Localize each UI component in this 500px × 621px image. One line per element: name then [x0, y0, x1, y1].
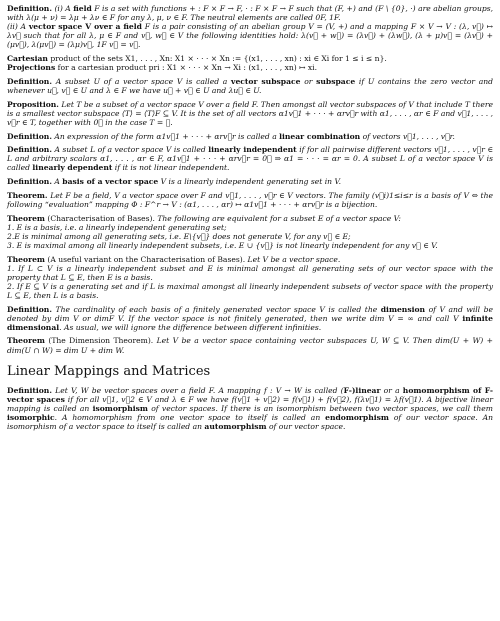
block-cartesian: [7, 54, 493, 72]
defined-term: linearly dependent: [32, 163, 113, 173]
text-run: A subset L of a vector space V is called: [54, 145, 209, 155]
block-label: Proposition.: [7, 99, 59, 109]
definitions-list: [7, 4, 493, 355]
block-thm-charbases: [7, 214, 493, 250]
paragraph: [7, 223, 493, 232]
defined-term: field: [73, 4, 92, 13]
text-run: if it is not linear independent.: [112, 163, 230, 173]
text-run: Let F be a field, V a vector space over F and v⃗1, . . . , v⃗r ∈ V vectors. The family (v⃗i)1≤i≤r is a basis of V ⇔ the following “evaluation” mapping Φ : F^r → V : (α1, . . . , αr) ↦ α1v⃗1 + · · · + αrv⃗r is a bijection.: [7, 190, 493, 209]
defined-term: Projections: [7, 63, 56, 73]
defined-term: linearly independent: [208, 145, 297, 155]
text-run: . A homomorphism from one vector space to itself is called an: [54, 412, 326, 422]
block-def-linindep: [7, 145, 493, 172]
block-label: Theorem.: [7, 190, 48, 200]
text-run: if for all v⃗1, v⃗2 ∈ V and λ ∈ F we have f(v⃗1 + v⃗2) = f(v⃗1) + f(v⃗2), f(λv⃗1) = λf(v⃗1). A bijective linear mapping is called an: [7, 394, 493, 413]
paragraph: [7, 336, 493, 354]
paragraph: [7, 177, 493, 186]
defined-term: isomorphism: [92, 403, 148, 413]
defined-term: Cartesian: [7, 54, 48, 64]
block-label: Definition.: [7, 177, 52, 187]
block-label: Definition.: [7, 4, 52, 13]
defined-term: vector subspace: [231, 76, 301, 86]
block-def-field: [7, 4, 493, 49]
defined-term: basis of a vector space: [62, 177, 159, 187]
defined-term: endomorphism: [325, 412, 389, 422]
defined-term: F-)linear: [343, 385, 381, 395]
text-run: A: [54, 177, 63, 187]
paragraph: [7, 145, 493, 172]
text-run: F is a pair consisting of an abelian group V = (V, +) and a mapping F × V → V : (λ, v⃗) ↦ λv⃗ such that for all λ, μ ∈ F and v⃗, w⃗ ∈ V the following identities hold: λ(v⃗ + w⃗) = (λv⃗) + (λw⃗), (λ + μ)v⃗ = (λv⃗) + (μv⃗), λ(μv⃗) = (λμ)v⃗, 1F v⃗ = v⃗.: [7, 22, 493, 50]
block-def-dimension: [7, 305, 493, 332]
defined-term: vector space V over a field: [28, 22, 142, 32]
block-label: Theorem: [7, 213, 45, 223]
text-run: F is a set with functions + : F × F → F, · : F × F → F such that (F, +) and (F \ {0}, ·) are abelian groups, with λ(μ + ν) = λμ + λν ∈ F for any λ, μ, ν ∈ F. The neutral elements are called 0F, 1F.: [7, 4, 494, 23]
block-label: Definition.: [7, 145, 52, 155]
paragraph: [7, 241, 493, 250]
text-run: for a cartesian product pri : X1 × · · · × Xn → Xi : (x1, . . . , xn) ↦ xi.: [55, 63, 318, 73]
paragraph: [7, 63, 493, 72]
block-def-lincomb: [7, 132, 493, 141]
text-run: of our vector space.: [266, 422, 346, 431]
text-run: product of the sets X1, . . . , Xn: X1 × · · · × Xn := {(x1, . . . , xn) : xi ∈ Xi for 1 ≤ i ≤ n}.: [47, 54, 387, 64]
paragraph: [7, 22, 493, 49]
block-label: Definition.: [7, 131, 52, 141]
text-run: (ii) A: [7, 22, 29, 32]
block-label: Theorem: [7, 254, 45, 264]
text-run: if for all pairwise different vectors v⃗1, . . . , v⃗r ∈ L and arbitrary scalars α1, . . . , αr ∈ F, α1v⃗1 + · · · + αrv⃗r = 0⃗ ⇒ α1 = · · · = αr = 0. A subset L of a vector space V is called: [7, 145, 493, 173]
paragraph: [7, 255, 493, 264]
paragraph: [7, 132, 493, 141]
paragraph: [7, 4, 493, 22]
text-run: or a: [380, 385, 403, 395]
paragraph: [7, 386, 493, 431]
block-def-basis: [7, 177, 493, 186]
defined-term: dimension: [380, 304, 426, 314]
paragraph: [7, 264, 493, 282]
paragraph: [7, 282, 493, 300]
block-label: Definition.: [7, 304, 52, 314]
block-label-note: (Characterisation of Bases).: [47, 213, 155, 223]
text-run: or: [300, 76, 317, 86]
paragraph: [7, 214, 493, 223]
block-def-subspace: [7, 77, 493, 95]
text-run: of vectors v⃗1, . . . , v⃗r.: [360, 131, 455, 141]
block-def-linearmap: [7, 386, 493, 431]
block-label: Theorem: [7, 336, 45, 346]
text-run: of our vector space. An isomorphism of a vector space to itself is called an: [7, 412, 493, 431]
paragraph: [7, 54, 493, 63]
text-run: 2.E is minimal among all generating sets, i.e. E\{v⃗} does not generate V, for any v⃗ ∈ E;: [7, 231, 351, 241]
text-run: Let V, W be vector spaces over a field F. A mapping f : V → W is called (: [55, 385, 344, 395]
block-label-note: (A useful variant on the Characterisation of Bases).: [47, 254, 246, 264]
text-run: 1. If L ⊂ V is a linearly independent subset and E is minimal amongst all generating sets of our vector space with the property that L ⊆ E, then E is a basis.: [7, 263, 493, 282]
text-run: V is a linearly independent generating set in V.: [158, 177, 342, 187]
text-run: 1. E is a basis, i.e. a linearly independent generating set;: [7, 222, 227, 232]
defined-term: subspace: [316, 76, 356, 86]
paragraph: [7, 77, 493, 95]
defined-term: automorphism: [204, 422, 267, 431]
defined-term: linear combination: [279, 131, 361, 141]
block-prop-span: [7, 100, 493, 127]
text-run: 3. E is maximal among all linearly independent subsets, i.e. E ∪ {v⃗} is not linearly independent for any v⃗ ∈ V.: [7, 240, 438, 250]
block-thm-variant: [7, 255, 493, 300]
text-run: (i) A: [54, 4, 74, 13]
block-thm-eval: [7, 191, 493, 209]
text-run: of V and will be denoted by dim V or dimF V. If the vector space is not finitely generated, then we write dim V = ∞ and call V: [7, 304, 493, 323]
paragraph: [7, 100, 493, 127]
defined-term: homomorphism of F-vector spaces: [7, 385, 493, 404]
text-run: if U contains the zero vector and whenever u⃗, v⃗ ∈ U and λ ∈ F we have u⃗ + v⃗ ∈ U and λu⃗ ∈ U.: [7, 76, 494, 95]
section-heading: Linear Mappings and Matrices: [7, 363, 211, 379]
defined-term: isomorphic: [7, 412, 55, 422]
text-run: of vector spaces. If there is an isomorphism between two vector spaces, we call them: [147, 403, 493, 413]
paragraph: [7, 232, 493, 241]
block-label: Definition.: [7, 76, 52, 86]
text-run: A subset U of a vector space V is called a: [55, 76, 232, 86]
paragraph: [7, 305, 493, 332]
text-run: Let V be a vector space.: [247, 254, 341, 264]
defined-term: infinite dimensional: [7, 313, 493, 332]
text-run: Let T be a subset of a vector space V over a field F. Then amongst all vector subspaces of V that include T there is a smallest vector subspace ⟨T⟩ = ⟨T⟩F ⊆ V. It is the set of all vectors α1v⃗1 + · · · + αrv⃗r with α1, . . . , αr ∈ F and v⃗1, . . . , v⃗r ∈ T, together with 0⃗ in the case T = ∅.: [7, 99, 493, 127]
block-label-note: (The Dimension Theorem).: [48, 336, 154, 346]
text-run: The following are equivalent for a subset E of a vector space V:: [157, 213, 401, 223]
text-run: Let V be a vector space containing vector subspaces U, W ⊆ V. Then dim(U + W) + dim(U ∩ W) = dim U + dim W.: [7, 336, 494, 355]
text-run: . As usual, we will ignore the difference between different infinities.: [59, 322, 322, 332]
linear-mappings-list: [7, 386, 493, 431]
text-run: The cardinality of each basis of a finitely generated vector space V is called the: [55, 304, 381, 314]
block-thm-dimension: [7, 336, 493, 354]
text-run: 2. If E ⊆ V is a generating set and if L is maximal amongst all linearly independent subsets of vector space with the property L ⊆ E, then L is a basis.: [7, 281, 493, 300]
paragraph: [7, 191, 493, 209]
block-label: Definition.: [7, 385, 52, 395]
text-run: An expression of the form α1v⃗1 + · · · + αrv⃗r is called a: [54, 131, 280, 141]
